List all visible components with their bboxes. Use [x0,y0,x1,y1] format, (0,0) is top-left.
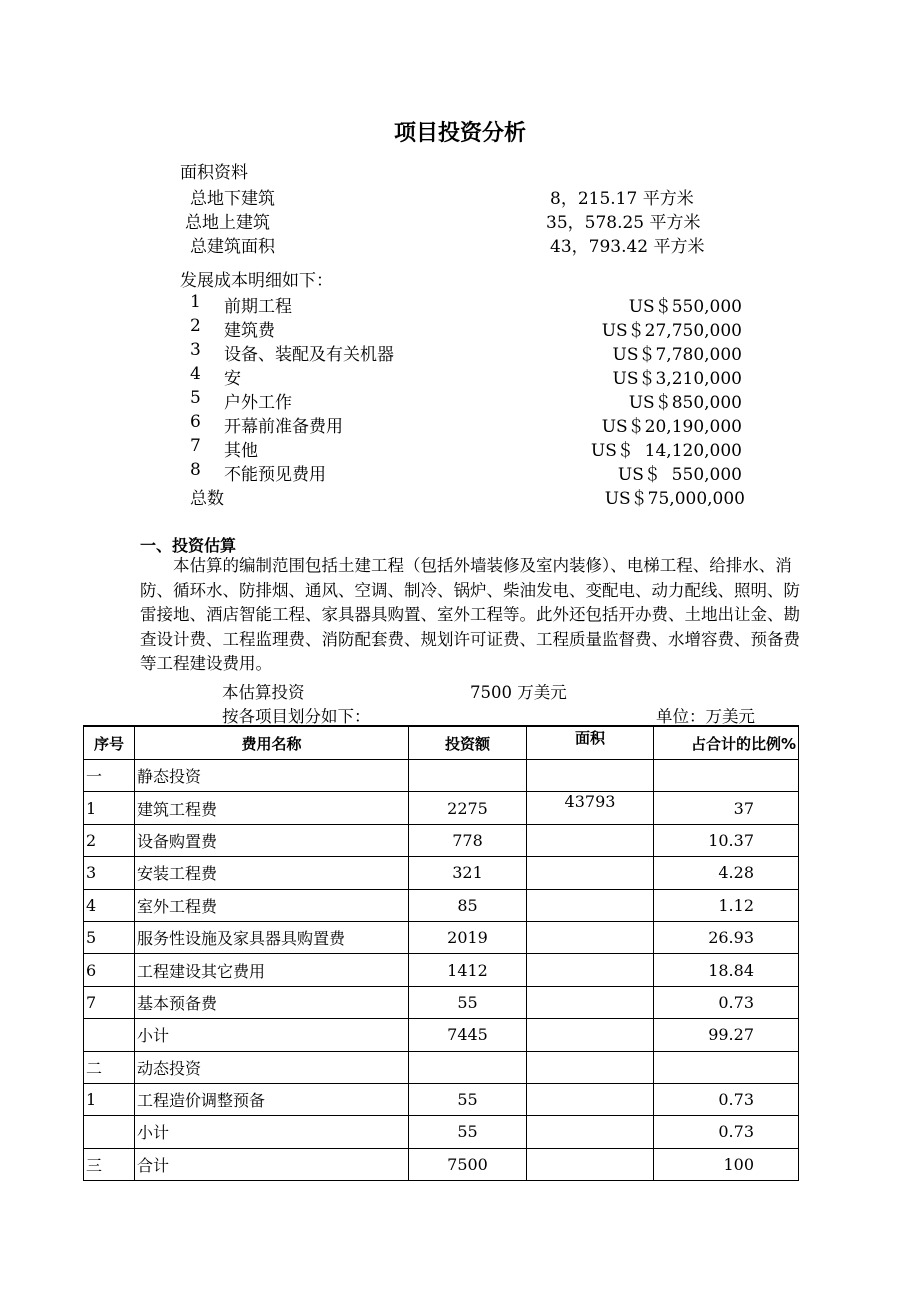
area-value-aboveground: 35，578.25 平方米 [546,213,701,233]
cell-name: 工程造价调整预备 [135,1083,409,1115]
cell-ratio: 37 [654,792,799,824]
cost-total-amount: US＄75,000,000 [604,489,745,509]
cost-item-amount: US＄3,210,000 [612,369,742,389]
cost-item-no: 4 [190,364,201,384]
cell-ratio: 99.27 [654,1019,799,1051]
cell-area [527,1019,654,1051]
section-heading: 一、投资估算 [140,536,237,555]
table-header-row [84,726,799,760]
cell-seq: 5 [84,921,135,953]
cost-heading: 发展成本明细如下： [180,271,333,291]
cell-name: 设备购置费 [135,824,409,856]
table-row [84,792,799,824]
cell-ratio: 0.73 [654,1083,799,1115]
cost-total-label: 总数 [190,489,224,509]
cost-item-amount: US＄7,780,000 [612,345,742,365]
cost-item-amount: US＄ 14,120,000 [590,441,742,461]
table-row [84,1116,799,1148]
cell-seq [84,1116,135,1148]
cost-item-amount: US＄850,000 [628,393,742,413]
unit-label: 单位：万美元 [656,707,755,726]
cell-ratio: 0.73 [654,986,799,1018]
cell-seq: 4 [84,889,135,921]
cell-name: 安装工程费 [135,857,409,889]
cell-area [527,857,654,889]
cost-item-name: 安 [224,369,241,389]
cell-ratio: 10.37 [654,824,799,856]
cell-ratio: 0.73 [654,1116,799,1148]
cell-amount: 2275 [409,792,527,824]
cell-seq [84,1019,135,1051]
cell-name: 静态投资 [135,760,409,792]
cell-amount: 321 [409,857,527,889]
cost-item-amount: US＄ 550,000 [617,465,742,485]
header-area: 面积 [527,726,654,760]
cell-ratio: 1.12 [654,889,799,921]
table-row [84,1148,799,1180]
table-row [84,1019,799,1051]
cell-seq: 1 [84,1083,135,1115]
cell-ratio: 4.28 [654,857,799,889]
cell-name: 建筑工程费 [135,792,409,824]
cost-item-name: 设备、装配及有关机器 [224,345,394,365]
cell-area [527,1148,654,1180]
cell-seq: 2 [84,824,135,856]
cost-item-no: 5 [190,388,201,408]
cost-item-amount: US＄27,750,000 [601,321,742,341]
cell-name: 室外工程费 [135,889,409,921]
cell-name: 小计 [135,1116,409,1148]
cost-item-no: 1 [190,292,201,312]
page-title: 项目投资分析 [393,121,526,146]
cell-area [527,1083,654,1115]
cell-area [527,1116,654,1148]
area-label-aboveground: 总地上建筑 [185,213,270,233]
cell-seq: 3 [84,857,135,889]
header-seq: 序号 [84,726,135,760]
cost-item-no: 8 [190,460,201,480]
cost-item-no: 6 [190,412,201,432]
cell-name: 工程建设其它费用 [135,954,409,986]
estimate-label: 本估算投资 [222,683,305,702]
cell-area [527,1051,654,1083]
cell-amount: 55 [409,1083,527,1115]
table-row [84,889,799,921]
investment-table [83,725,799,1181]
cell-area [527,954,654,986]
cell-amount: 7500 [409,1148,527,1180]
cell-name: 基本预备费 [135,986,409,1018]
cost-item-name: 户外工作 [224,393,292,413]
cell-ratio: 26.93 [654,921,799,953]
header-ratio: 占合计的比例% [654,726,799,760]
cost-item-name: 开幕前准备费用 [224,417,343,437]
estimate-value: 7500 万美元 [470,683,567,702]
section-paragraph [140,554,800,677]
cell-amount: 7445 [409,1019,527,1051]
table-row [84,954,799,986]
cost-item-name: 其他 [224,441,258,461]
cell-area [527,921,654,953]
table-row [84,1051,799,1083]
cell-area: 43793 [527,792,654,824]
cell-seq: 一 [84,760,135,792]
area-value-total: 43，793.42 平方米 [550,237,705,257]
cell-ratio: 18.84 [654,954,799,986]
cost-item-amount: US＄20,190,000 [601,417,742,437]
cell-seq: 三 [84,1148,135,1180]
cell-name: 小计 [135,1019,409,1051]
cell-seq: 1 [84,792,135,824]
header-amount: 投资额 [409,726,527,760]
cell-amount [409,1051,527,1083]
table-row [84,824,799,856]
table-row [84,1083,799,1115]
cell-seq: 7 [84,986,135,1018]
cost-item-no: 3 [190,340,201,360]
cell-amount [409,760,527,792]
cell-seq: 6 [84,954,135,986]
cell-amount: 55 [409,1116,527,1148]
cell-seq: 二 [84,1051,135,1083]
cell-amount: 778 [409,824,527,856]
cost-item-amount: US＄550,000 [628,297,742,317]
cost-item-no: 2 [190,316,201,336]
cost-item-name: 不能预见费用 [224,465,326,485]
cost-item-no: 7 [190,436,201,456]
table-row [84,857,799,889]
area-label-underground: 总地下建筑 [190,189,275,209]
paragraph-text: 本估算的编制范围包括土建工程（包括外墙装修及室内装修）、电梯工程、给排水、消防、循环水、防排烟、通风、空调、制冷、锅炉、柴油发电、变配电、动力配线、照明、防雷接地、酒店智能工程、家具器具购置、室外工程等。此外还包括开办费、土地出让金、勘查设计费、工程监理费、消防配套费、规划许可证费、工程质量监督费、水增容费、预备费等工程建设费用。 [140,556,800,673]
cell-area [527,760,654,792]
cell-amount: 1412 [409,954,527,986]
cell-ratio: 100 [654,1148,799,1180]
table-row [84,986,799,1018]
cell-amount: 55 [409,986,527,1018]
area-value-underground: 8，215.17 平方米 [550,189,694,209]
cell-area [527,824,654,856]
cell-amount: 85 [409,889,527,921]
header-name: 费用名称 [135,726,409,760]
cell-name: 合计 [135,1148,409,1180]
table-row [84,921,799,953]
cell-name: 动态投资 [135,1051,409,1083]
cell-ratio [654,760,799,792]
cost-item-name: 建筑费 [224,321,275,341]
cost-item-name: 前期工程 [224,297,292,317]
split-label: 按各项目划分如下： [222,707,371,726]
cell-area [527,889,654,921]
area-heading: 面积资料 [180,163,248,183]
cell-name: 服务性设施及家具器具购置费 [135,921,409,953]
cell-ratio [654,1051,799,1083]
table-row [84,760,799,792]
cell-area [527,986,654,1018]
cell-amount: 2019 [409,921,527,953]
area-label-total: 总建筑面积 [190,237,275,257]
